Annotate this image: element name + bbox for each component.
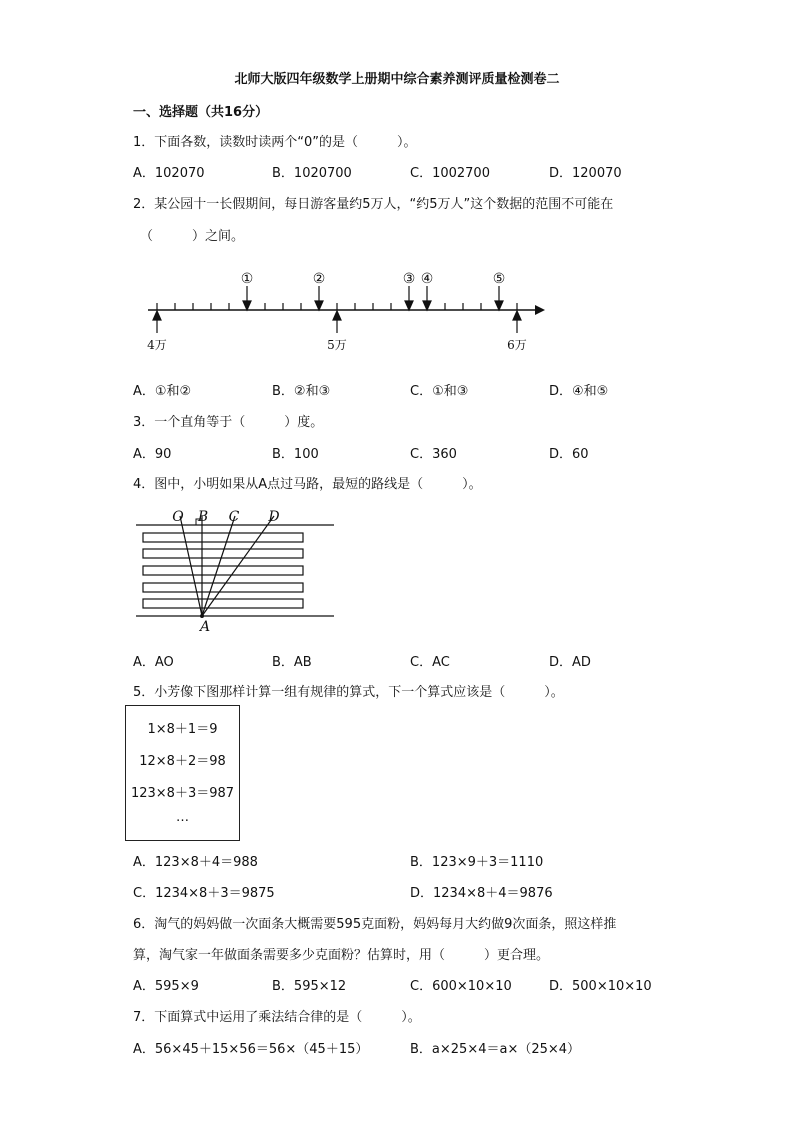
label-a: A	[199, 619, 211, 635]
number-line-arrowhead	[535, 305, 545, 315]
label-5wan: 5万	[327, 338, 347, 352]
number-line-figure	[140, 265, 560, 360]
page-title: 北师大版四年级数学上册期中综合素养测评质量检测卷二	[234, 72, 560, 87]
marker-4-arrowhead	[423, 301, 431, 310]
question-4-stem: 4．图中，小明如果从A点过马路，最短的路线是（ ）。	[133, 477, 482, 492]
q4-option-c[interactable]: C．AC	[410, 655, 450, 670]
marker-5-arrowhead	[495, 301, 503, 310]
marker-3-arrowhead	[405, 301, 413, 310]
marker-5-label: ⑤	[492, 271, 506, 287]
question-6-stem-line2: 算，淘气家一年做面条需要多少克面粉？估算时，用（ ）更合理。	[133, 948, 550, 963]
point-a	[200, 614, 204, 618]
question-6-stem-line1: 6．淘气的妈妈做一次面条大概需要595克面粉，妈妈每月大约做9次面条，照这样推	[133, 917, 617, 932]
pattern-ellipsis: …	[176, 810, 189, 825]
section-heading: 一、选择题（共16分）	[133, 105, 269, 120]
q3-option-c[interactable]: C．360	[410, 447, 457, 462]
q1-option-c[interactable]: C．1002700	[410, 166, 490, 181]
question-7-stem: 7．下面算式中运用了乘法结合律的是（ ）。	[133, 1010, 421, 1025]
q7-option-b[interactable]: B．a×25×4＝a×（25×4）	[410, 1042, 581, 1057]
label-d: D	[268, 509, 280, 525]
q7-option-a[interactable]: A．56×45＋15×56＝56×（45＋15）	[133, 1042, 369, 1057]
q5-option-a[interactable]: A．123×8＋4＝988	[133, 855, 258, 870]
label-6wan: 6万	[507, 338, 527, 352]
label-5wan-arrowhead	[333, 311, 341, 320]
marker-4-label: ④	[420, 271, 434, 287]
q3-option-b[interactable]: B．100	[272, 447, 319, 462]
marker-2-arrowhead	[315, 301, 323, 310]
q2-option-a[interactable]: A．①和②	[133, 384, 192, 399]
marker-2-label: ②	[312, 271, 326, 287]
q2-option-d[interactable]: D．④和⑤	[549, 384, 609, 399]
q4-option-a[interactable]: A．AO	[133, 655, 174, 670]
q3-option-d[interactable]: D．60	[549, 447, 589, 462]
question-1-stem: 1．下面各数，读数时读两个“0”的是（ ）。	[133, 135, 417, 150]
q5-option-c[interactable]: C．1234×8＋3＝9875	[133, 886, 275, 901]
q3-option-a[interactable]: A．90	[133, 447, 172, 462]
q6-option-a[interactable]: A．595×9	[133, 979, 199, 994]
q6-option-c[interactable]: C．600×10×10	[410, 979, 512, 994]
question-2-stem-line1: 2．某公园十一长假期间，每日游客量约5万人，“约5万人”这个数据的范围不可能在	[133, 197, 614, 212]
q5-option-b[interactable]: B．123×9＋3＝1110	[410, 855, 544, 870]
q6-option-b[interactable]: B．595×12	[272, 979, 347, 994]
marker-1-arrowhead	[243, 301, 251, 310]
marker-1-label: ①	[240, 271, 254, 287]
label-c: C	[228, 509, 240, 525]
q5-option-d[interactable]: D．1234×8＋4＝9876	[410, 886, 553, 901]
label-4wan-arrowhead	[153, 311, 161, 320]
label-o: O	[172, 509, 184, 525]
q2-option-b[interactable]: B．②和③	[272, 384, 331, 399]
q1-option-a[interactable]: A．102070	[133, 166, 205, 181]
pattern-line-2: 12×8＋2＝98	[139, 754, 226, 769]
q6-option-d[interactable]: D．500×10×10	[549, 979, 652, 994]
q4-option-d[interactable]: D．AD	[549, 655, 591, 670]
pattern-line-1: 1×8＋1＝9	[147, 722, 218, 737]
q1-option-d[interactable]: D．120070	[549, 166, 622, 181]
label-4wan: 4万	[147, 338, 167, 352]
pattern-box	[125, 705, 240, 841]
label-b: B	[197, 509, 209, 525]
question-3-stem: 3．一个直角等于（ ）度。	[133, 415, 324, 430]
q4-option-b[interactable]: B．AB	[272, 655, 312, 670]
number-line-ticks	[157, 303, 517, 310]
label-6wan-arrowhead	[513, 311, 521, 320]
crosswalk-figure	[136, 505, 336, 635]
pattern-line-3: 123×8＋3＝987	[130, 786, 235, 801]
question-2-stem-line2: （ ）之间。	[140, 229, 245, 244]
q2-option-c[interactable]: C．①和③	[410, 384, 469, 399]
question-5-stem: 5．小芳像下图那样计算一组有规律的算式，下一个算式应该是（ ）。	[133, 685, 564, 700]
crosswalk-stripes	[143, 533, 303, 608]
marker-3-label: ③	[402, 271, 416, 287]
q1-option-b[interactable]: B．1020700	[272, 166, 352, 181]
